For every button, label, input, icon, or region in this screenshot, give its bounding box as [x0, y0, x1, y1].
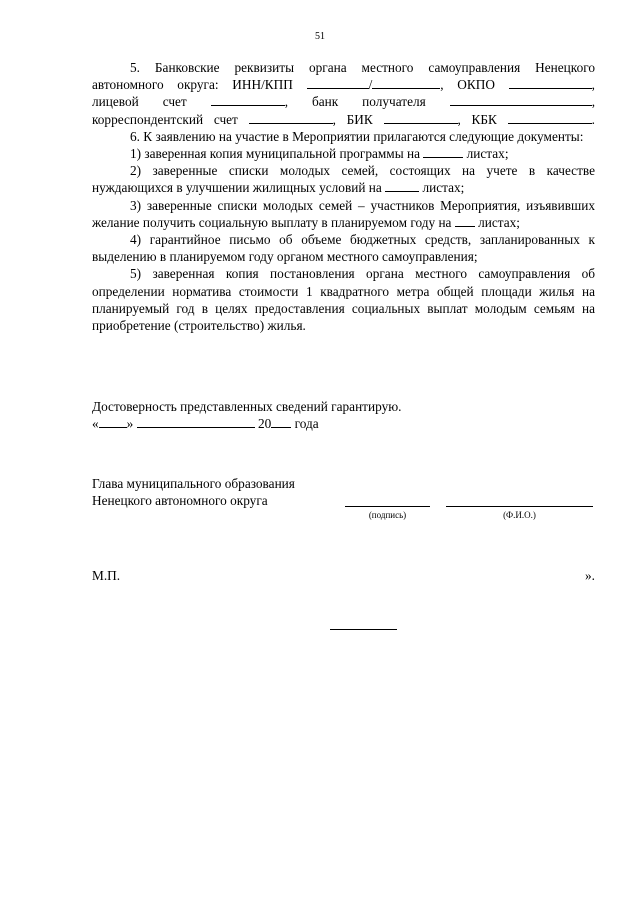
page-number: 51: [315, 31, 325, 42]
item5-slash: /: [368, 77, 373, 93]
date-line: [92, 415, 402, 432]
item5-kbk-label: , КБК: [457, 111, 497, 127]
doc2-suffix: листах;: [422, 180, 465, 196]
year-suffix: года: [294, 416, 319, 432]
account-blank: [211, 93, 285, 106]
item5-account-word2: счет: [162, 94, 187, 110]
day-blank: [99, 415, 127, 428]
item5-line1: 5. Банковские реквизиты органа местного самоуправления Ненецкого: [130, 60, 595, 75]
doc1-pages-blank: [423, 145, 463, 158]
item5-line4: [92, 111, 595, 128]
doc2-pages-blank: [385, 179, 419, 192]
item5-account-word1: лицевой: [92, 94, 139, 110]
item5-bik-label: , БИК: [332, 111, 373, 127]
item5-inn-label: автономного округа: ИНН/КПП: [92, 77, 293, 93]
closing-mark: ».: [585, 568, 595, 583]
item5-comma2: ,: [284, 94, 289, 110]
name-caption: (Ф.И.О.): [503, 510, 536, 520]
doc3-pages-blank: [455, 214, 475, 227]
bank-blank: [450, 93, 592, 106]
doc2-text: 2) заверенные списки молодых семей, состоящих на учете в качестве нуждающихся в улучшении жилищных условий на: [92, 163, 595, 196]
signature-line: [345, 506, 430, 507]
name-line: [446, 506, 593, 507]
document-body: [92, 59, 595, 334]
inn-blank: [307, 76, 369, 89]
signatory-title-line1: Глава муниципального образования: [92, 476, 295, 491]
item5-bank-word: банк: [311, 94, 339, 110]
item5-okpo-label: , ОКПО: [440, 77, 495, 93]
item5-line3: [92, 93, 595, 110]
signatory-block: [92, 475, 295, 509]
item5-recipient-word: получателя: [362, 94, 426, 110]
item6-doc5: 5) заверенная копия постановления органа местного самоуправления об определении норматива стоимости 1 квадратного метра общей площади жилья на планируемый год в целях предоставления социальных выплат молодым семьям на приобретение (строительство) жилья.: [92, 266, 595, 334]
item6-doc3: [92, 197, 595, 231]
corr-account-blank: [249, 111, 333, 124]
end-separator: [330, 629, 397, 630]
doc3-text: 3) заверенные списки молодых семей – участников Мероприятия, изъявивших желание получить социальную выплату в планируемом году на: [92, 197, 595, 230]
item5-period: .: [591, 111, 595, 127]
year-blank: [271, 415, 291, 428]
item5-comma3: ,: [591, 94, 596, 110]
doc1-suffix: листах;: [466, 146, 509, 162]
bik-blank: [384, 111, 458, 124]
guarantee-block: [92, 398, 402, 432]
okpo-blank: [509, 76, 592, 89]
kbk-blank: [508, 111, 592, 124]
item6-intro: 6. К заявлению на участие в Мероприятии прилагаются следующие документы:: [130, 128, 584, 144]
doc1-text: 1) заверенная копия муниципальной программы на: [130, 146, 420, 162]
year-prefix: 20: [257, 416, 272, 432]
signatory-title-line2: Ненецкого автономного округа: [92, 493, 268, 509]
date-open-quote: «: [92, 416, 99, 432]
item5-comma: ,: [591, 77, 595, 93]
month-blank: [137, 415, 255, 428]
item6-doc1: [92, 145, 595, 162]
guarantee-text: Достоверность представленных сведений гарантирую.: [92, 399, 402, 414]
kpp-blank: [372, 76, 440, 89]
item6-doc4: 4) гарантийное письмо об объеме бюджетных средств, запланированных к выделению в планируемом году органом местного самоуправления;: [92, 232, 595, 265]
item5-corr-label: корреспондентский счет: [92, 111, 238, 127]
date-close-quote: »: [126, 416, 134, 432]
item5-line2: [92, 76, 595, 93]
doc3-suffix: листах;: [478, 214, 520, 230]
signature-caption: (подпись): [368, 510, 407, 520]
stamp-label: М.П.: [92, 568, 121, 583]
item6-doc2: [92, 162, 595, 196]
